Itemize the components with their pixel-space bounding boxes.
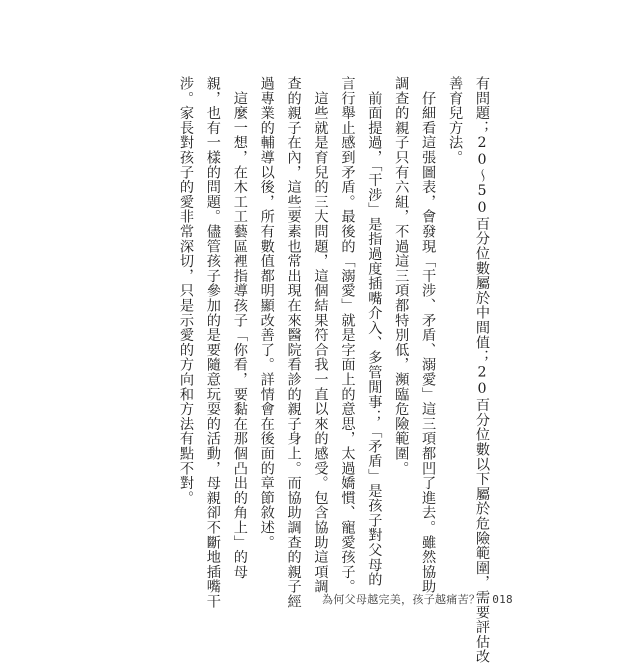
text-column-3: 仔細看這張圖表，會發現「干涉、矛盾、溺愛」這三項都凹了進去。雖然協助 bbox=[420, 76, 437, 594]
text-column-5: 前面提過，「干涉」是指過度插嘴介入、多管閒事；「矛盾」是孩子對父母的 bbox=[366, 76, 383, 587]
text-column-4: 調查的親子只有六組，不過這三項都特別低，瀕臨危險範圍。 bbox=[393, 76, 410, 476]
text-column-9: 過專業的輔導以後，所有數值都明顯改善了。詳情會在後面的章節敘述。 bbox=[258, 76, 275, 550]
text-column-2: 善育兒方法。 bbox=[447, 76, 464, 165]
text-column-6: 言行舉止感到矛盾。最後的「溺愛」就是字面上的意思，太過嬌慣、寵愛孩子。 bbox=[339, 76, 356, 594]
page-footer bbox=[322, 591, 513, 607]
text-column-10: 這麼一想，在木工工藝區裡指導孩子「你看，要黏在那個凸出的角上」的母 bbox=[231, 76, 248, 580]
text-column-8: 查的親子在內，這些要素也常出現在來醫院看診的親子身上。而協助調查的親子經 bbox=[285, 76, 302, 609]
text-column-7: 這些就是育兒的三大問題，這個結果符合我一直以來的感受。包含協助這項調 bbox=[312, 76, 329, 594]
text-column-12: 涉。家長對孩子的愛非常深切，只是示愛的方向和方法有點不對。 bbox=[178, 76, 194, 506]
text-column-11: 親，也有一樣的問題。儘管孩子參加的是要隨意玩耍的活動，母親卻不斷地插嘴干 bbox=[204, 76, 221, 609]
text-column-1: 有問題；20～50百分位數屬於中間值；20百分位數以下屬於危險範圍，需要評估改 bbox=[473, 76, 490, 664]
page-number: 018 bbox=[492, 593, 513, 606]
running-title: 為何父母越完美，孩子越痛苦？ bbox=[322, 593, 481, 606]
